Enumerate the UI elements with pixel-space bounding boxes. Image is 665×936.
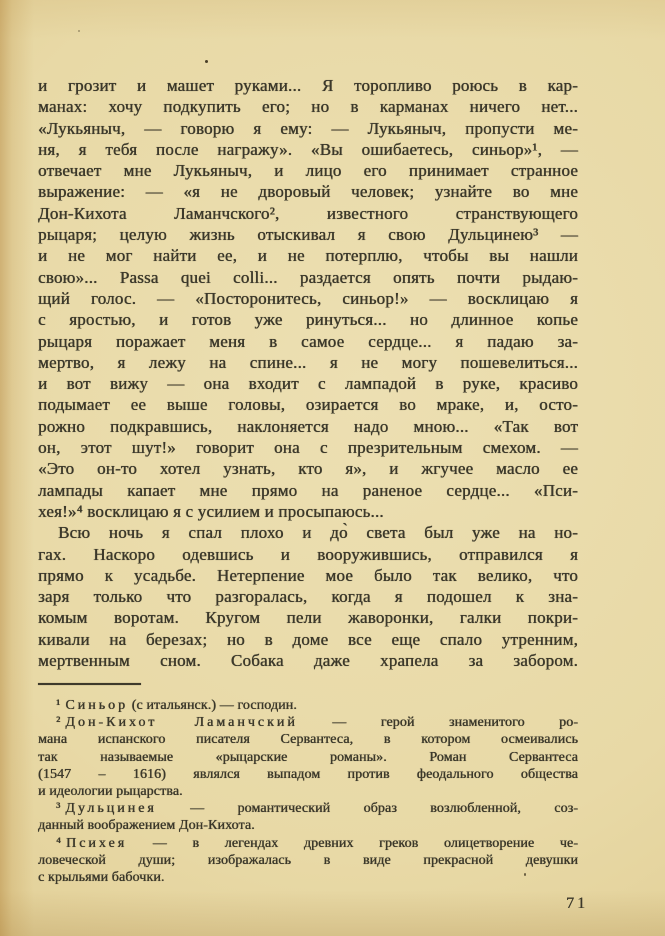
text-line: прямо к усадьбе. Нетерпение мое было так велико, что [38,565,578,585]
text-line: выражение: — «я не дворовый человек; узнайте во мне [38,182,578,202]
text-line: «Это он-то хотел узнать, кто я», и жгучее масло ее [38,459,578,479]
footnote-term: Дон-Кихот Ламанчский [65,715,298,731]
text-line: и грозит и машет руками... Я торопливо роюсь в кар- [38,76,578,95]
footnote-term: Дульцинея [65,801,157,817]
text-line: манах: хочу подкупить его; но в карманах ничего нет... [38,97,578,117]
main-text-block [38,75,578,671]
footnote-term: Синьор [65,698,129,713]
footnote-text: — герой знаменитого ро- [332,715,578,731]
text-line: рыцаря; целую жизнь отыскивал я свою Дульцинею³ — [38,225,578,245]
text-line [38,697,578,714]
paragraph [38,522,578,671]
text-line: хея!»⁴ восклицаю я с усилием и просыпаюсь... [38,501,384,521]
page-number: 71 [566,895,588,912]
text-line: рыцаря поражает меня в самое сердце... я падаю за- [38,331,578,351]
paper-speck [205,60,208,63]
text-line: рожно подкравшись, наклоняется надо мною... «Так вот [38,416,578,436]
footnote-marker: ³ [56,801,61,817]
text-line: Всю ночь я спал плохо и до̀ света был уже на но- [58,523,578,543]
text-line: данный воображением Дон-Кихота. [38,818,255,834]
footnote-term: Психея [65,835,128,851]
text-line: (1547 – 1616) являлся выпадом против феодального общества [38,766,578,782]
text-line: и не мог найти ее, и не потерплю, чтобы вы нашли [38,246,578,266]
text-line: ловеческой души; изображалась в виде прекрасной девушки [38,852,578,868]
text-line: мертвенным сном. Собака даже храпела за забором. [38,651,578,671]
text-line: мертво, я лежу на спине... я не могу пошевелиться... [38,352,578,372]
text-line: ня, я тебя после награжу». «Вы ошибаетесь, синьор»¹, — [38,139,578,159]
text-line: так называемые «рыцарские романы». Роман Сервантеса [38,749,578,765]
text-line: с крыльями бабочки. [38,870,165,886]
footnotes-section [38,683,578,886]
text-line: «Лукьяныч, — говорю я ему: — Лукьяныч, пропусти ме- [38,118,578,138]
text-line: Дон-Кихота Ламанчского², известного странствующего [38,203,578,223]
text-line: лампады капает мне прямо на раненое сердце... «Пси- [38,480,578,500]
text-line: щий голос. — «Посторонитесь, синьор!» — восклицаю я [38,288,578,308]
footnote-marker: ⁴ [56,835,61,851]
footnote [38,714,578,800]
text-line: подымает ее выше головы, озирается во мраке, и, осто- [38,395,578,415]
text-line: отвечает мне Лукьяныч, и лицо его принимает странное [38,161,578,181]
text-line: гах. Наскоро одевшись и вооружившись, отправился я [38,544,578,564]
footnote-marker: ¹ [56,698,61,713]
footnote-text: (с итальянск.) — господин. [131,698,297,713]
text-line: мана испанского писателя Сервантеса, в котором осмеивались [38,732,578,748]
text-line [38,835,578,852]
text-line: кивали на березах; но в доме все еще спало утренним, [38,629,578,649]
footnote-text: — романтический образ возлюбленной, соз- [190,801,578,817]
paragraph [38,75,578,522]
footnote [38,697,578,714]
footnote [38,835,578,887]
text-line: комым воротам. Кругом пели жаворонки, галки покри- [38,608,578,628]
footnote-marker: ² [56,715,61,731]
footnote-text: — в легендах древних греков олицетворение че- [152,835,578,851]
text-line: с яростью, и готов уже ринуться... но длинное копье [38,310,578,330]
paper-speck [78,30,80,32]
text-line: свою»... Passa quei colli... раздается опять почти рыдаю- [38,267,578,287]
footnote-separator [38,683,141,685]
text-line [38,714,578,731]
footnote [38,800,578,834]
text-line: и идеологии рыцарства. [38,784,183,800]
text-line: заря только что разгоралась, когда я подошел к зна- [38,587,578,607]
text-line: он, этот шут!» говорит она с презрительным смехом. — [38,438,578,458]
text-line: и вот вижу — она входит с лампадой в руке, красиво [38,374,578,394]
text-line [38,800,578,817]
